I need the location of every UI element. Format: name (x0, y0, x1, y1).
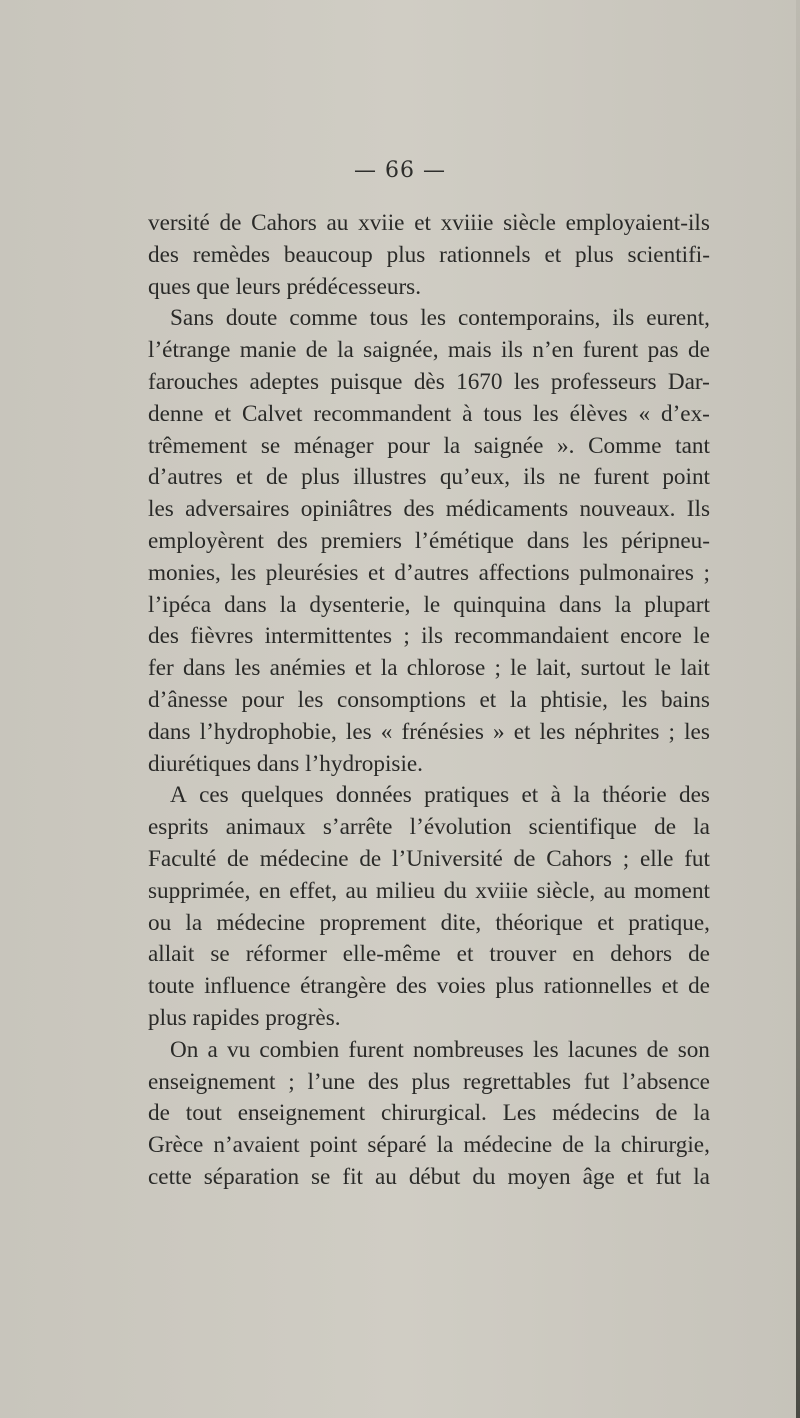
word: élèves (569, 400, 628, 427)
word: dysenterie, (309, 591, 411, 618)
word: médicaments (445, 496, 569, 523)
word: dans (224, 591, 267, 618)
word: les (684, 718, 710, 745)
word: au (345, 877, 368, 904)
word: mais (447, 337, 492, 364)
word: A (170, 782, 187, 809)
word: employaient-ils (565, 210, 710, 236)
word: le (654, 655, 672, 682)
word: n’en (532, 337, 574, 364)
word: scientifi- (627, 241, 710, 268)
word: la (693, 814, 710, 841)
word: pulmonaires (579, 559, 694, 586)
text-line (148, 367, 710, 399)
word: rationnels (439, 241, 531, 268)
word: et (626, 1163, 644, 1190)
word: théorique (495, 909, 583, 936)
text-line (148, 844, 710, 876)
word: se (311, 1163, 331, 1190)
word: lacunes (567, 1036, 638, 1063)
word: et (479, 686, 497, 713)
word: tous (369, 305, 409, 332)
word: lait (680, 655, 710, 682)
word: d’ex- (660, 400, 710, 427)
word: de (359, 845, 382, 872)
word: bains (660, 686, 710, 713)
word: Faculté (148, 845, 217, 872)
word: elle-même (342, 941, 441, 968)
word: la (185, 909, 203, 936)
word: début (408, 1163, 461, 1190)
word: enseignement (237, 1100, 366, 1127)
text-line (148, 208, 710, 240)
word: ; (668, 718, 675, 745)
word: puisque (330, 368, 403, 395)
word: voies (436, 973, 486, 1000)
word: au (326, 210, 349, 236)
word: illustres (353, 464, 427, 491)
word: pour (241, 686, 284, 713)
word: les (532, 1036, 559, 1063)
word: dans (526, 527, 570, 554)
word: réformer (245, 941, 327, 968)
word: le (510, 655, 527, 682)
word: dite, (440, 909, 482, 936)
word: effet, (289, 877, 338, 904)
word: plus (495, 973, 535, 1000)
word: point (662, 464, 710, 491)
word: employèrent (148, 527, 264, 554)
word: ; (622, 845, 630, 872)
word: point (309, 1132, 358, 1159)
word: doute (225, 305, 278, 332)
word: néphrites (574, 718, 660, 745)
word: phtisie, (540, 686, 608, 713)
word: moment (633, 877, 710, 904)
word: des (367, 1068, 399, 1095)
word: ils (523, 464, 546, 491)
word: dès (413, 368, 445, 395)
word: et (597, 909, 614, 936)
word: médecine (216, 909, 306, 936)
word: ménager (293, 432, 374, 459)
word: des (148, 623, 179, 650)
word: et (456, 941, 474, 968)
word: d’ânesse (148, 686, 228, 713)
word: furent (593, 464, 650, 491)
word: ou (148, 909, 172, 936)
word: à (550, 782, 561, 809)
word: « (380, 718, 393, 745)
text-line (148, 812, 710, 844)
text-line (148, 685, 710, 717)
word: dans (148, 718, 191, 745)
word: opiniâtres (300, 496, 393, 523)
word: plus (411, 1068, 451, 1095)
word: de (148, 1100, 170, 1127)
word: toute (148, 973, 195, 1000)
word: adversaires (185, 496, 290, 523)
word: des (276, 527, 308, 554)
word: beaucoup (283, 241, 373, 268)
word: en (258, 877, 281, 904)
word: quinquina (453, 591, 546, 618)
word: professeurs (550, 368, 657, 395)
word: son (677, 1036, 710, 1063)
word: l’Université (392, 845, 503, 872)
text-line: plus rapides progrès. (148, 1004, 341, 1031)
word: et (661, 973, 679, 1000)
word: ; (403, 623, 410, 650)
text-line (148, 1130, 710, 1162)
word: fer (148, 655, 174, 682)
word: ; (494, 655, 501, 682)
word: dans (182, 655, 226, 682)
word: d’autres (148, 464, 223, 491)
word: de (688, 973, 710, 1000)
word: consomptions (337, 686, 466, 713)
word: anémies (269, 655, 346, 682)
text-line (148, 462, 710, 494)
word: saignée (473, 432, 544, 459)
word: influence (204, 973, 291, 1000)
word: pas (647, 337, 679, 364)
word: des (403, 496, 435, 523)
word: de (227, 845, 249, 872)
word: ils (612, 305, 635, 332)
word: dans (559, 591, 602, 618)
word: plupart (644, 591, 710, 618)
word: dehors (610, 941, 673, 968)
word: la (693, 1163, 710, 1190)
word: surtout (580, 655, 646, 682)
word: furent (348, 1036, 404, 1063)
word: chirurgical. (381, 1100, 487, 1127)
text-line (148, 335, 710, 367)
word: farouches (148, 368, 239, 395)
word: la (337, 337, 354, 364)
text-line (148, 1098, 710, 1130)
word: médecine (259, 845, 349, 872)
word: les (582, 527, 609, 554)
word: denne (148, 400, 204, 427)
word: de (562, 1132, 585, 1159)
word: la (614, 591, 632, 618)
word: les (148, 496, 174, 523)
word: tant (675, 432, 710, 459)
word: chirurgie, (620, 1132, 710, 1159)
word: de (646, 1036, 669, 1063)
word: trêmement (148, 432, 248, 459)
word: Cahors (546, 845, 612, 872)
word: regrettables (462, 1068, 572, 1095)
word: a (207, 1036, 218, 1063)
word: médecins (552, 1100, 640, 1127)
body-text (148, 208, 710, 1194)
word: les (297, 686, 324, 713)
word: siècle, (536, 877, 596, 904)
word: l’absence (622, 1068, 710, 1095)
word: ne (558, 464, 581, 491)
word: adeptes (249, 368, 319, 395)
word: et (521, 782, 539, 809)
word: données (335, 782, 412, 809)
word: Ils (686, 496, 710, 523)
word: se (260, 432, 281, 459)
text-line: diurétiques dans l’hydropisie. (148, 750, 423, 777)
word: étrangère (300, 973, 387, 1000)
word: ; (703, 559, 710, 586)
word: xviiie (475, 877, 529, 904)
word: combien (259, 1036, 340, 1063)
word: les (345, 718, 372, 745)
word: quelques (241, 782, 324, 809)
text-line (148, 971, 710, 1003)
word: allait (148, 941, 195, 968)
word: de (654, 814, 676, 841)
word: pour (387, 432, 430, 459)
word: en (572, 941, 595, 968)
page-number: — 66 — (354, 158, 446, 183)
word: moyen (507, 1163, 571, 1190)
word: les (621, 686, 648, 713)
word: animaux (225, 814, 306, 841)
word: les (234, 655, 261, 682)
word: de (265, 464, 288, 491)
word: plus (301, 464, 340, 491)
text-line (148, 876, 710, 908)
word: médecine (463, 1132, 553, 1159)
word: d’autres (394, 559, 470, 586)
word: s’arrête (322, 814, 393, 841)
word: tout (185, 1100, 222, 1127)
word: la (443, 432, 461, 459)
word: séparé (367, 1132, 427, 1159)
word: l’étrange (148, 337, 231, 364)
word: intermittentes (264, 623, 393, 650)
text-line (148, 303, 710, 335)
word: fit (342, 1163, 363, 1190)
word: elle (639, 845, 674, 872)
word: du (472, 1163, 496, 1190)
text-line (148, 526, 710, 558)
word: le (693, 623, 710, 650)
word: l’hydrophobie, (199, 718, 337, 745)
word: et (235, 464, 253, 491)
word: l’émétique (414, 527, 514, 554)
word: lait, (536, 655, 572, 682)
word: séparation (203, 1163, 300, 1190)
word: chlorose (406, 655, 486, 682)
word: Cahors (251, 210, 317, 236)
word: de (655, 1100, 678, 1127)
word: de (688, 941, 710, 968)
word: et (214, 400, 232, 427)
word: Comme (588, 432, 662, 459)
text-line (148, 1162, 710, 1194)
word: les (532, 400, 559, 427)
word: l’ipéca (148, 591, 212, 618)
text-line (148, 717, 710, 749)
word: l’évolution (409, 814, 512, 841)
word: et (544, 241, 562, 268)
word: eurent, (646, 305, 710, 332)
word: la (573, 782, 590, 809)
text-line (148, 431, 710, 463)
word: xviiie (440, 210, 494, 236)
word: Les (502, 1100, 537, 1127)
word: la (509, 686, 527, 713)
word: pratiques (424, 782, 510, 809)
word: tous (483, 400, 522, 427)
word: « (638, 400, 651, 427)
word: contemporains, (458, 305, 601, 332)
word: Calvet (241, 400, 303, 427)
word: Grèce (148, 1132, 204, 1159)
word: vu (227, 1036, 251, 1063)
word: la (279, 591, 297, 618)
word: fut (583, 1068, 610, 1095)
text-line (148, 494, 710, 526)
word: affections (478, 559, 570, 586)
word: pratique, (628, 909, 710, 936)
word: se (210, 941, 230, 968)
word: recommandaient (454, 623, 609, 650)
word: supprimée, (148, 877, 251, 904)
word: péripneu- (621, 527, 710, 554)
word: et (513, 718, 531, 745)
word: à (462, 400, 473, 427)
word: plus (386, 241, 426, 268)
word: du (443, 877, 467, 904)
word: encore (620, 623, 682, 650)
word: 1670 (456, 368, 503, 395)
word: la (380, 655, 398, 682)
word: xviie (358, 210, 405, 236)
text-line (148, 1067, 710, 1099)
word: n’avaient (213, 1132, 300, 1159)
word: fut (684, 845, 710, 872)
word: fièvres (190, 623, 254, 650)
word: les (420, 305, 446, 332)
word: et (368, 559, 385, 586)
word: recommandent (313, 400, 452, 427)
word: l’une (307, 1068, 356, 1095)
text-line (148, 621, 710, 653)
word: scientifique (528, 814, 637, 841)
text-line (148, 399, 710, 431)
word: les (539, 718, 566, 745)
word: manie (239, 337, 297, 364)
word: théorie (602, 782, 667, 809)
word: furent (582, 337, 639, 364)
word: remèdes (192, 241, 271, 268)
text-line (148, 939, 710, 971)
word: Sans (170, 305, 214, 332)
word: les (513, 368, 540, 395)
word: milieu (375, 877, 436, 904)
word: enseignement (148, 1068, 276, 1095)
word: rationnelles (543, 973, 652, 1000)
word: fut (655, 1163, 682, 1190)
text-line (148, 558, 710, 590)
word: premiers (320, 527, 402, 554)
word: de (305, 337, 328, 364)
word: ils (501, 337, 523, 364)
word: de (219, 210, 242, 236)
text-line (148, 780, 710, 812)
word: et (354, 655, 372, 682)
word: des (396, 973, 427, 1000)
word: » (493, 718, 505, 745)
word: siècle (503, 210, 556, 236)
word: de (513, 845, 536, 872)
word: frénésies (401, 718, 484, 745)
text-line (148, 590, 710, 622)
page-edge-shadow (796, 0, 800, 1418)
text-line (148, 1035, 710, 1067)
word: des (148, 241, 179, 268)
word: ». (557, 432, 575, 459)
word: au (374, 1163, 397, 1190)
word: la (436, 1132, 454, 1159)
text-line (148, 240, 710, 272)
word: trouver (489, 941, 557, 968)
text-line (148, 908, 710, 940)
word: le (423, 591, 441, 618)
word: esprits (148, 814, 209, 841)
word: On (170, 1036, 199, 1063)
word: les (230, 559, 257, 586)
word: ces (199, 782, 229, 809)
word: et (414, 210, 431, 236)
word: nouveaux. (579, 496, 676, 523)
text-line (148, 653, 710, 685)
word: de (687, 337, 710, 364)
word: qu’eux, (439, 464, 510, 491)
word: comme (289, 305, 358, 332)
word: au (603, 877, 626, 904)
word: Dar- (667, 368, 710, 395)
text-line: ques que leurs prédécesseurs. (148, 273, 421, 300)
word: plus (575, 241, 614, 268)
word: la (594, 1132, 611, 1159)
word: proprement (319, 909, 427, 936)
word: nombreuses (412, 1036, 524, 1063)
word: ils (421, 623, 444, 650)
word: cette (148, 1163, 192, 1190)
word: des (679, 782, 710, 809)
word: monies, (148, 559, 221, 586)
word: ; (288, 1068, 295, 1095)
word: versité (148, 210, 210, 236)
word: saignée, (363, 337, 439, 364)
word: pleurésies (265, 559, 359, 586)
word: âge (582, 1163, 615, 1190)
word: la (693, 1100, 710, 1127)
